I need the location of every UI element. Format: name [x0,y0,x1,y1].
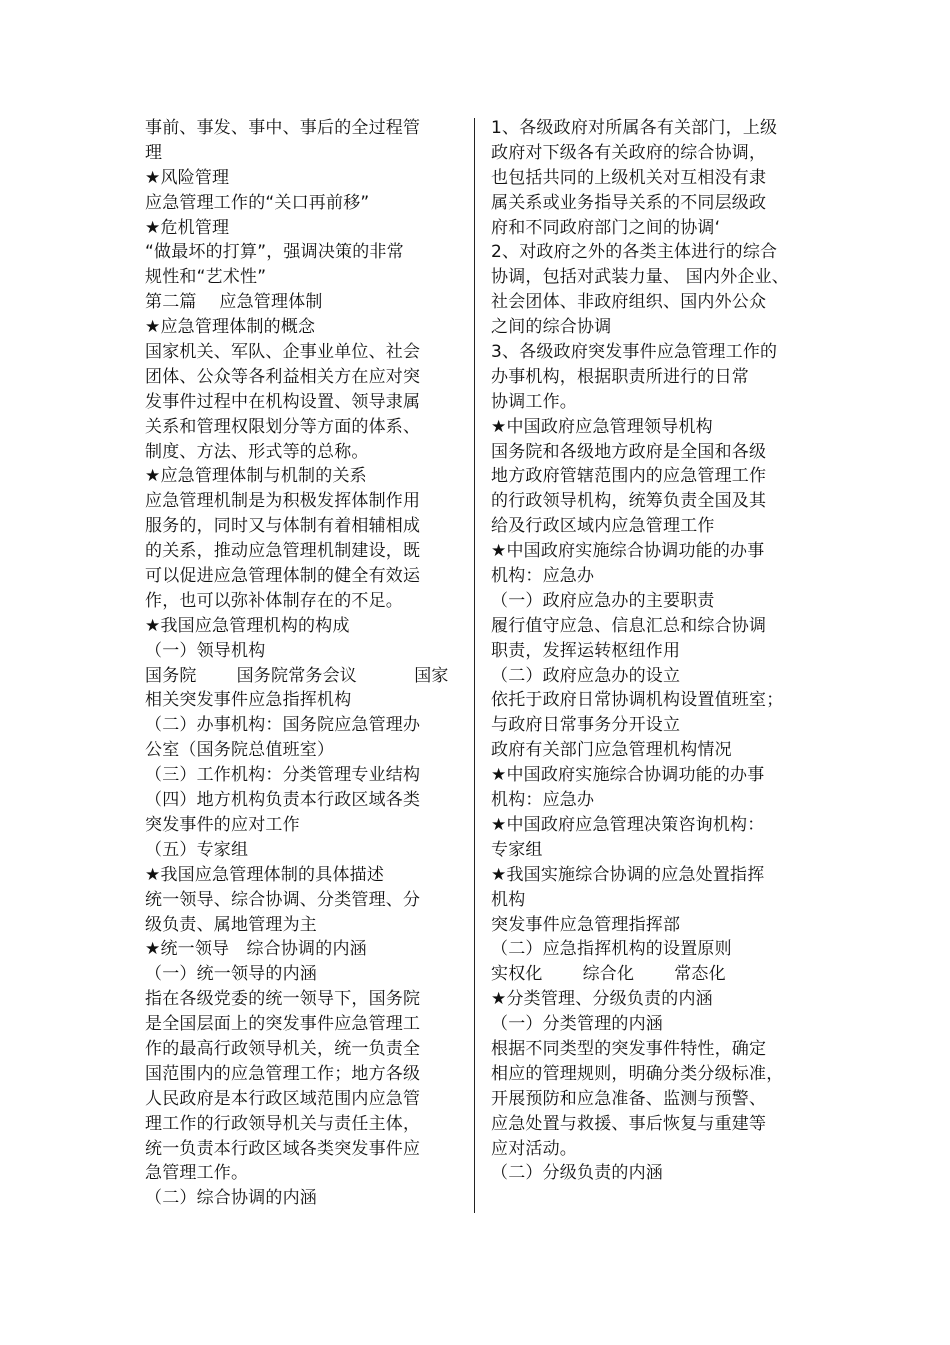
text-line: 急管理工作。 [145,1163,249,1184]
text-line: 事前、事发、事中、事后的全过程管 [145,118,421,138]
text-line: 国范围内的应急管理工作；地方各级 [145,1063,421,1084]
text-line: 应急处置与救援、事后恢复与重建等 [491,1113,767,1134]
text-line: 指在各级党委的统一领导下，国务院 [145,989,421,1010]
section-heading: ★中国政府应急管理决策咨询机构： [491,814,765,835]
text-line: 与政府日常事务分开设立 [491,715,681,736]
section-heading: ★中国政府实施综合协调功能的办事 [491,765,765,786]
subsection-heading: （二）综合协调的内涵 [145,1188,317,1209]
section-heading: ★我国应急管理体制的具体描述 [145,864,385,885]
text-line: 机构：应急办 [491,790,595,811]
subsection-heading: （五）专家组 [145,839,249,860]
text-line: 是全国层面上的突发事件应急管理工 [145,1014,421,1035]
text-line: 应急管理工作的“关口再前移” [145,192,370,213]
text-line: 协调，包括对武装力量、 国内外企业、 [491,267,790,288]
text-line: 2、对政府之外的各类主体进行的综合 [491,242,778,263]
column-divider [474,118,475,1213]
right-column [491,116,796,1186]
text-line: 相关突发事件应急指挥机构 [145,690,352,711]
text-line: 作的最高行政领导机关，统一负责全 [145,1038,421,1059]
subsection-heading: （二）政府应急办的设立 [491,665,681,686]
text-line: 关系和管理权限划分等方面的体系、 [145,416,421,437]
text-line: 突发事件应急管理指挥部 [491,914,681,935]
subsection-heading: （三）工作机构：分类管理专业结构 [145,765,421,786]
section-heading: ★危机管理 [145,217,230,238]
text-line: 突发事件的应对工作 [145,814,300,835]
text-line: 专家组 [491,839,543,860]
section-heading: ★风险管理 [145,167,230,188]
section-heading: ★我国应急管理机构的构成 [145,615,350,636]
text-line: 国家机关、军队、企事业单位、社会 [145,342,421,363]
text-line: 人民政府是本行政区域范围内应急管 [145,1088,421,1109]
section-heading: ★中国政府实施综合协调功能的办事 [491,541,765,562]
section-heading: ★统一领导 综合协调的内涵 [145,939,367,960]
subsection-heading: （四）地方机构负责本行政区域各类 [145,790,421,811]
text-line: 制度、方法、形式等的总称。 [145,441,369,462]
text-line: 可以促进应急管理体制的健全有效运 [145,566,421,587]
text-line: 发事件过程中在机构设置、领导隶属 [145,391,421,412]
text-line: 机构 [491,889,526,910]
text-line: 政府有关部门应急管理机构情况 [491,740,732,761]
text-line: 规性和“艺术性” [145,267,267,288]
text-line: 级负责、属地管理为主 [145,914,317,935]
text-line: 属关系或业务指导关系的不同层级政 [491,192,767,213]
text-line: 3、各级政府突发事件应急管理工作的 [491,342,778,363]
subsection-heading: （一）统一领导的内涵 [145,964,317,985]
text-line: 理工作的行政领导机关与责任主体， [145,1113,421,1134]
section-heading: ★中国政府应急管理领导机构 [491,416,713,437]
text-line: 开展预防和应急准备、监测与预警、 [491,1088,767,1109]
text-line: 机构：应急办 [491,566,595,587]
text-line: 国务院和各级地方政府是全国和各级 [491,441,767,462]
text-line: 府和不同政府部门之间的协调‘ [491,217,721,238]
text-line: 统一领导、综合协调、分类管理、分 [145,889,421,910]
text-line: 给及行政区域内应急管理工作 [491,516,715,537]
section-heading: ★应急管理体制与机制的关系 [145,466,367,487]
subsection-heading: （二）办事机构：国务院应急管理办 [145,715,421,736]
section-heading: ★我国实施综合协调的应急处置指挥 [491,864,765,885]
text-line: 的行政领导机构，统筹负责全国及其 [491,491,767,512]
text-line: 之间的综合协调 [491,317,612,338]
text-line: 地方政府管辖范围内的应急管理工作 [491,466,767,487]
text-line: 服务的，同时又与体制有着相辅相成 [145,516,421,537]
text-line: 协调工作。 [491,391,577,412]
text-line: 根据不同类型的突发事件特性，确定 [491,1038,767,1059]
text-line: 社会团体、非政府组织、国内外公众 [491,292,767,313]
text-line: 国务院 国务院常务会议 国家 [145,665,449,686]
text-line: 应对活动。 [491,1138,577,1159]
text-line: 办事机构，根据职责所进行的日常 [491,366,749,387]
chapter-title: 第二篇 应急管理体制 [145,292,323,313]
text-line: 相应的管理规则，明确分类分级标准， [491,1063,784,1084]
left-column [145,116,460,1211]
text-line: 作，也可以弥补体制存在的不足。 [145,590,403,611]
text-line: 统一负责本行政区域各类突发事件应 [145,1138,421,1159]
subsection-heading: （二）应急指挥机构的设置原则 [491,939,732,960]
subsection-heading: （一）政府应急办的主要职责 [491,590,715,611]
subsection-heading: （二）分级负责的内涵 [491,1163,663,1184]
text-line: 公室（国务院总值班室） [145,740,335,761]
subsection-heading: （一）领导机构 [145,640,266,661]
subsection-heading: （一）分类管理的内涵 [491,1014,663,1035]
text-line: 理 [145,142,163,163]
text-line: 履行值守应急、信息汇总和综合协调 [491,615,767,636]
text-line: “做最坏的打算”，强调决策的非常 [145,242,404,263]
text-line: 应急管理机制是为积极发挥体制作用 [145,491,421,512]
text-line: 的关系，推动应急管理机制建设，既 [145,541,421,562]
section-heading: ★应急管理体制的概念 [145,317,316,338]
text-line: 也包括共同的上级机关对互相没有隶 [491,167,767,188]
text-line: 职责，发挥运转枢纽作用 [491,640,681,661]
text-line: 1、各级政府对所属各有关部门，上级 [491,118,778,138]
section-heading: ★分类管理、分级负责的内涵 [491,989,713,1010]
text-line: 团体、公众等各利益相关方在应对突 [145,366,421,387]
text-line: 政府对下级各有关政府的综合协调， [491,142,767,163]
text-line: 实权化 综合化 常态化 [491,964,726,985]
text-line: 依托于政府日常协调机构设置值班室； [491,690,784,711]
